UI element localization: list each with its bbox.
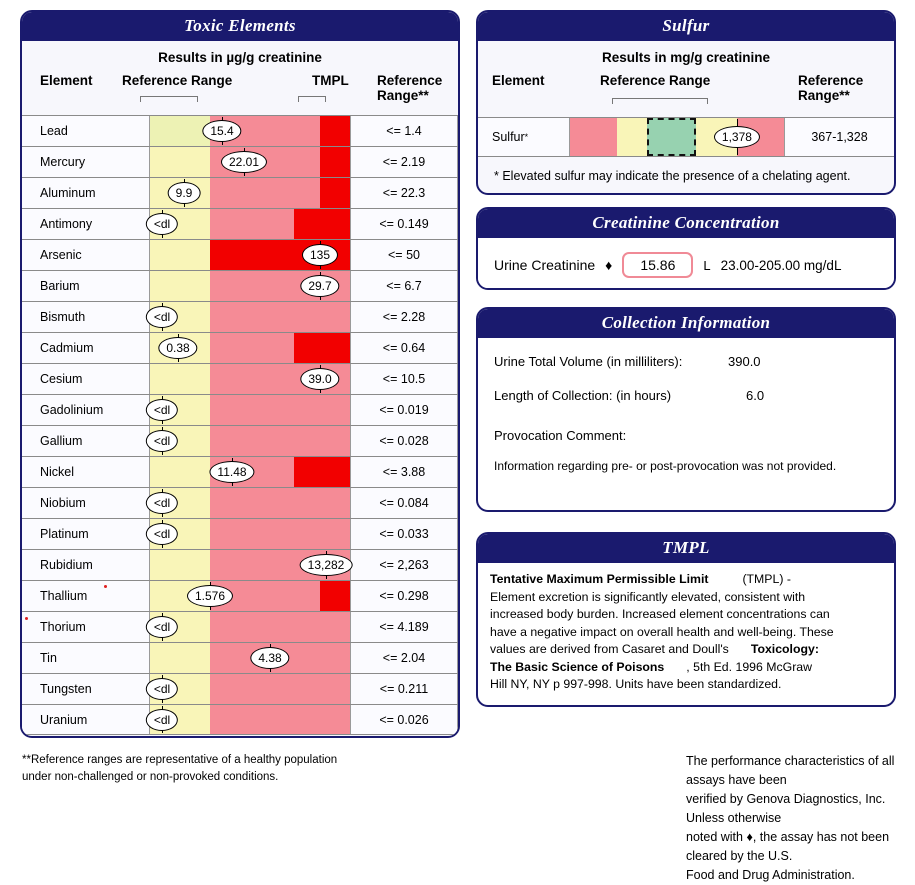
reference-limit-cell: <= 2.19 [350, 147, 458, 177]
disclaimer-line4: Food and Drug Administration. [686, 868, 855, 882]
reference-range-bar [150, 705, 350, 734]
collection-information-title: Collection Information [478, 309, 894, 338]
tmpl-body [478, 563, 894, 694]
sulfur-panel [476, 10, 896, 195]
reference-range-bar [150, 457, 350, 487]
footnote-line2: under non-challenged or non-provoked conditions. [22, 771, 279, 783]
reference-limit-cell: <= 2.28 [350, 302, 458, 332]
value-bubble: <dl [146, 306, 178, 328]
sulfur-zone-borderline-low [617, 118, 647, 156]
sulfur-subtitle: Results in mg/g creatinine [601, 50, 771, 65]
zone-reference-range [150, 147, 210, 177]
collection-information-panel [476, 307, 896, 512]
zone-elevated [210, 395, 350, 425]
collection-length-value: 6.0 [746, 388, 765, 403]
value-bubble: <dl [146, 523, 178, 545]
zone-tmpl [320, 116, 350, 146]
zone-tmpl [320, 147, 350, 177]
element-name-cell: Niobium [22, 488, 150, 518]
element-name-cell: Rubidium [22, 550, 150, 580]
zone-elevated [210, 705, 350, 734]
zone-elevated [210, 612, 350, 642]
tmpl-panel [476, 532, 896, 707]
column-header-tmpl: TMPL [312, 73, 349, 88]
element-name-cell: Barium [22, 271, 150, 301]
zone-reference-range [150, 116, 210, 146]
creatinine-panel [476, 207, 896, 290]
element-name-cell: Platinum [22, 519, 150, 549]
disclaimer-line2: verified by Genova Diagnostics, Inc. Unless otherwise [686, 792, 886, 825]
reference-range-bar [150, 240, 350, 270]
reference-range-footnote [22, 752, 432, 786]
table-row [22, 549, 458, 580]
zone-reference-range [150, 550, 210, 580]
table-row [22, 239, 458, 270]
sulfur-value-bubble: 1,378 [714, 126, 760, 148]
sulfur-column-header-reference-limit [798, 73, 863, 103]
element-name-cell: Cesium [22, 364, 150, 394]
value-bubble: 29.7 [300, 275, 339, 297]
value-bubble: <dl [146, 678, 178, 700]
sulfur-note: * Elevated sulfur may indicate the presence of a chelating agent. [494, 169, 851, 183]
sulfur-marker-tick-bottom [737, 147, 738, 155]
table-row [22, 270, 458, 301]
element-name-cell: Lead [22, 116, 150, 146]
sulfur-row-label [478, 118, 570, 156]
zone-reference-range [150, 457, 210, 487]
sulfur-column-header-reference-range: Reference Range [600, 73, 711, 88]
sulfur-title: Sulfur [478, 12, 894, 41]
sulfur-zone-low [570, 118, 617, 156]
zone-tmpl [294, 209, 350, 239]
disclaimer-line1: The performance characteristics of all assays have been [686, 754, 895, 787]
table-row [22, 642, 458, 673]
sulfur-reference-range-value: 367-1,328 [784, 118, 894, 156]
reference-limit-cell: <= 3.88 [350, 457, 458, 487]
assay-disclaimer-block [686, 752, 915, 885]
zone-elevated [210, 178, 320, 208]
element-name-cell: Nickel [22, 457, 150, 487]
collection-information-body [478, 338, 894, 473]
reference-limit-cell: <= 0.64 [350, 333, 458, 363]
reference-range-bar [150, 209, 350, 239]
element-name-cell: Cadmium [22, 333, 150, 363]
toxic-elements-rows [22, 115, 458, 735]
reference-limit-cell: <= 1.4 [350, 116, 458, 146]
creatinine-flag: L [703, 257, 711, 273]
zone-elevated [210, 674, 350, 704]
collection-length-row [478, 388, 894, 414]
zone-tmpl [320, 581, 350, 611]
sulfur-rr-line1: Reference [798, 73, 864, 88]
reference-range-bar [150, 271, 350, 301]
zone-elevated [210, 302, 350, 332]
zone-reference-range [150, 271, 210, 301]
zone-reference-range [150, 240, 210, 270]
reference-range-bar [150, 364, 350, 394]
sulfur-element-name: Sulfur [492, 130, 525, 144]
element-name-cell: Arsenic [22, 240, 150, 270]
element-name-cell: Tungsten [22, 674, 150, 704]
provocation-comment-text: Information regarding pre- or post-provocation was not provided. [494, 459, 837, 473]
reference-range-bar [150, 581, 350, 611]
urine-volume-value: 390.0 [728, 354, 761, 369]
table-row [22, 394, 458, 425]
creatinine-label: Urine Creatinine [494, 257, 596, 273]
reference-range-bar [150, 333, 350, 363]
reference-limit-cell: <= 6.7 [350, 271, 458, 301]
element-name-cell: Gadolinium [22, 395, 150, 425]
value-bubble: <dl [146, 616, 178, 638]
zone-tmpl [320, 178, 350, 208]
table-row [22, 177, 458, 208]
value-bubble: 13,282 [300, 554, 353, 576]
creatinine-value: 15.86 [622, 252, 693, 278]
reference-limit-cell: <= 0.211 [350, 674, 458, 704]
table-row [22, 208, 458, 239]
toxic-elements-subtitle: Results in µg/g creatinine [158, 50, 322, 65]
table-row [22, 611, 458, 642]
value-bubble: <dl [146, 709, 178, 731]
element-name-cell: Gallium [22, 426, 150, 456]
reference-limit-cell: <= 22.3 [350, 178, 458, 208]
reference-limit-cell: <= 2,263 [350, 550, 458, 580]
reference-limit-cell: <= 4.189 [350, 612, 458, 642]
table-row [22, 487, 458, 518]
creatinine-reference-range: 23.00-205.00 mg/dL [720, 257, 842, 273]
tmpl-after-lead: (TMPL) - [742, 572, 791, 586]
collection-length-label: Length of Collection: (in hours) [494, 388, 672, 403]
zone-tmpl [294, 457, 350, 487]
sulfur-asterisk: * [524, 132, 529, 142]
value-bubble: <dl [146, 492, 178, 514]
value-bubble: 135 [302, 244, 338, 266]
sulfur-rr-line2: Range** [798, 88, 850, 103]
value-bubble: 1.576 [187, 585, 233, 607]
tmpl-body-line4: values are derived from Casaret and Doull's [490, 642, 729, 656]
table-row [22, 673, 458, 704]
table-row [22, 146, 458, 177]
element-name-cell: Thorium [22, 612, 150, 642]
reference-range-bar [150, 519, 350, 549]
creatinine-title: Creatinine Concentration [478, 209, 894, 238]
reference-limit-cell: <= 0.084 [350, 488, 458, 518]
column-header-rr-line1: Reference [377, 73, 443, 88]
value-bubble: 9.9 [168, 182, 201, 204]
zone-tmpl [294, 333, 350, 363]
zone-elevated [210, 209, 294, 239]
reference-range-bar [150, 302, 350, 332]
zone-reference-range [150, 643, 210, 673]
reference-limit-cell: <= 50 [350, 240, 458, 270]
reference-range-bar [150, 674, 350, 704]
value-bubble: <dl [146, 430, 178, 452]
tmpl-body-line3: have a negative impact on overall health and well-being. These [490, 624, 834, 639]
table-row [22, 425, 458, 456]
sulfur-body [478, 41, 894, 183]
reference-range-bracket [140, 96, 198, 102]
reference-limit-cell: <= 0.033 [350, 519, 458, 549]
reference-range-bar [150, 147, 350, 177]
table-row [22, 518, 458, 549]
tmpl-book-title-line1: Toxicology: [750, 642, 819, 656]
tmpl-book-title-line2: The Basic Science of Poisons [490, 659, 665, 674]
tmpl-title: TMPL [478, 534, 894, 563]
value-bubble: 22.01 [221, 151, 267, 173]
sulfur-zone-optimal [647, 118, 696, 156]
table-row [22, 363, 458, 394]
reference-limit-cell: <= 0.149 [350, 209, 458, 239]
element-name-cell: Tin [22, 643, 150, 673]
column-header-rr-line2: Range** [377, 88, 429, 103]
table-row [22, 580, 458, 611]
toxic-column-headers [22, 71, 458, 115]
column-header-reference-range-limit [377, 73, 442, 103]
reference-limit-cell: <= 0.019 [350, 395, 458, 425]
elevated-marker-icon [104, 585, 107, 588]
reference-limit-cell: <= 10.5 [350, 364, 458, 394]
tmpl-body-line6: Hill NY, NY p 997-998. Units have been standardized. [490, 677, 782, 691]
creatinine-body [478, 238, 894, 290]
sulfur-bar [570, 118, 784, 156]
element-name-cell: Mercury [22, 147, 150, 177]
element-name-cell: Uranium [22, 705, 150, 734]
zone-elevated [210, 333, 294, 363]
reference-limit-cell: <= 0.028 [350, 426, 458, 456]
reference-range-bar [150, 116, 350, 146]
urine-volume-label: Urine Total Volume (in milliliters): [494, 354, 683, 369]
reference-range-bar [150, 612, 350, 642]
value-bubble: 15.4 [202, 120, 241, 142]
tmpl-bold-lead: Tentative Maximum Permissible Limit [490, 572, 709, 586]
table-row [22, 704, 458, 735]
column-header-element: Element [40, 73, 93, 88]
reference-range-bar [150, 426, 350, 456]
fda-marker-icon: ♦ [605, 257, 613, 273]
toxic-elements-title: Toxic Elements [22, 12, 458, 41]
tmpl-body-line1: Element excretion is significantly elevated, consistent with [490, 589, 806, 604]
value-bubble: <dl [146, 399, 178, 421]
value-bubble: <dl [146, 213, 178, 235]
element-name-cell: Antimony [22, 209, 150, 239]
sulfur-column-header-element: Element [492, 73, 545, 88]
elevated-marker-icon [25, 617, 28, 620]
sulfur-reference-range-bracket [612, 98, 708, 104]
table-row [22, 301, 458, 332]
zone-elevated [210, 488, 350, 518]
value-bubble: 4.38 [250, 647, 289, 669]
footnote-line1: **Reference ranges are representative of a healthy population [22, 754, 338, 766]
toxic-elements-body [22, 41, 458, 735]
table-row [22, 332, 458, 363]
element-name-cell: Aluminum [22, 178, 150, 208]
sulfur-column-headers [478, 71, 894, 117]
tmpl-body-line5: , 5th Ed. 1996 McGraw [686, 659, 813, 674]
reference-limit-cell: <= 2.04 [350, 643, 458, 673]
toxic-elements-panel [20, 10, 460, 738]
zone-elevated [210, 426, 350, 456]
value-bubble: 11.48 [209, 461, 254, 483]
tmpl-bracket [298, 96, 326, 102]
reference-range-bar [150, 550, 350, 580]
tmpl-description [478, 563, 894, 694]
reference-range-bar [150, 488, 350, 518]
reference-limit-cell: <= 0.298 [350, 581, 458, 611]
sulfur-row [478, 117, 894, 157]
reference-range-bar [150, 178, 350, 208]
table-row [22, 115, 458, 146]
element-name-cell: Thallium [22, 581, 150, 611]
disclaimer-line3: noted with ♦, the assay has not been cleared by the U.S. [686, 830, 890, 863]
tmpl-body-line2: increased body burden. Increased element concentrations can [490, 607, 830, 621]
creatinine-row [478, 238, 894, 278]
zone-elevated [210, 519, 350, 549]
reference-range-bar [150, 395, 350, 425]
value-bubble: 0.38 [158, 337, 197, 359]
value-bubble: 39.0 [300, 368, 339, 390]
element-name-cell: Bismuth [22, 302, 150, 332]
zone-reference-range [150, 364, 210, 394]
urine-volume-row [478, 354, 894, 380]
reference-limit-cell: <= 0.026 [350, 705, 458, 734]
provocation-comment-label: Provocation Comment: [494, 428, 627, 443]
reference-range-bar [150, 643, 350, 673]
table-row [22, 456, 458, 487]
column-header-reference-range: Reference Range [122, 73, 233, 88]
